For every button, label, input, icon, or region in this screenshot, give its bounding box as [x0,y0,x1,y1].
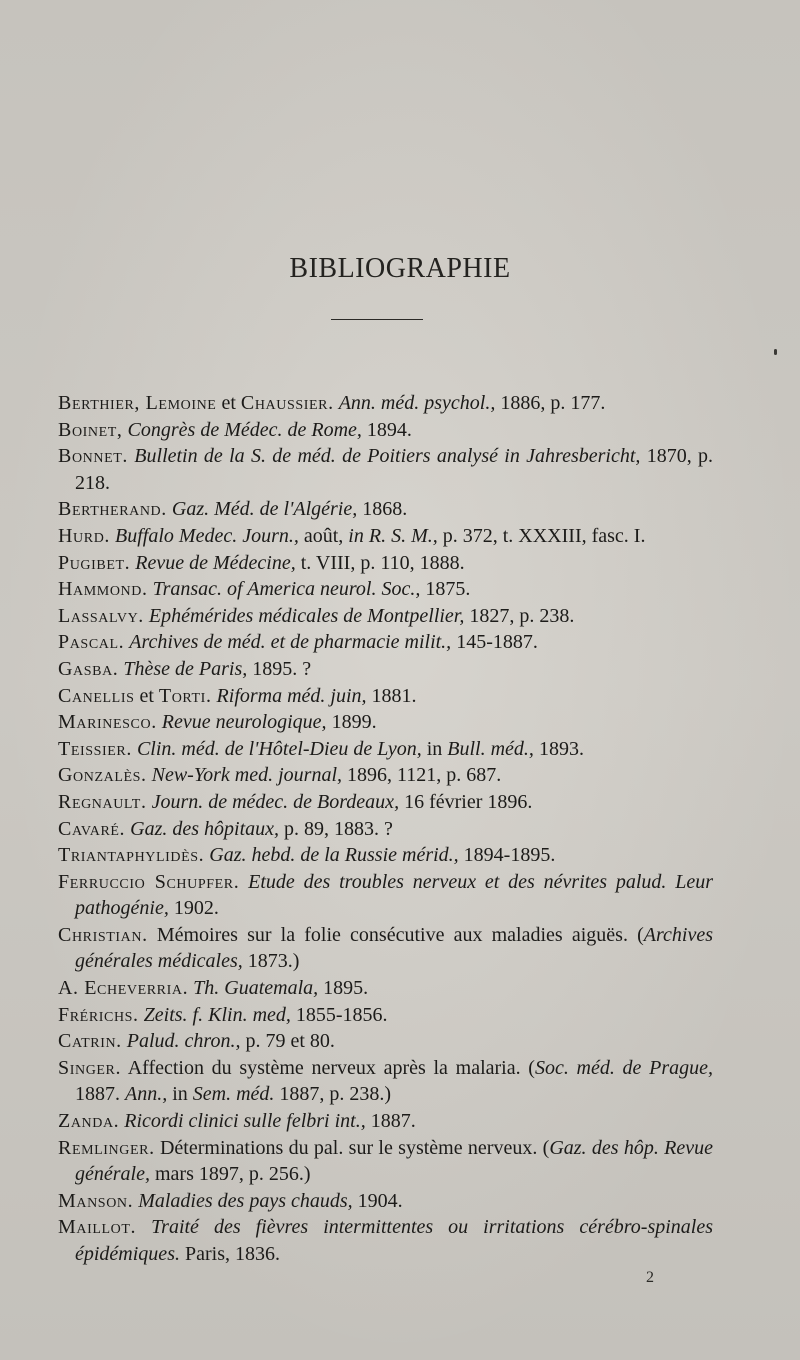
entry-source: Ann. méd. psychol., [338,392,496,414]
entry-source: New-York med. journal, [151,764,343,787]
entry-author: Hurd. [58,524,111,547]
entry-text: et [134,684,159,707]
entry-text: août, [298,524,349,547]
entry-text: 1887. [365,1110,416,1133]
bibliography-entry [58,789,713,816]
entry-source: Gaz. des hôpitaux, [130,817,280,840]
entry-author: Manson. [58,1189,134,1212]
entry-text: 145-1887. [451,631,538,654]
entry-source: Riforma méd. juin, [216,684,367,707]
entry-author: A. Echeverria. [58,977,189,1000]
bibliography-entry [58,496,713,523]
entry-source: Bull. méd., [447,737,534,760]
bibliography-entry [58,1028,713,1055]
entry-author: Remlinger. [58,1136,155,1159]
entry-author: Teissier. [58,737,132,760]
entry-text: 1894. [361,418,412,441]
entry-text: 1895. ? [247,657,312,680]
entry-source: Transac. of America neurol. Soc., [152,578,421,601]
bibliography-entry [58,1002,713,1029]
entry-author: Singer. [58,1056,122,1079]
bibliography-entry [58,1188,713,1215]
entry-text: Mémoires sur la folie consécutive aux maladies aiguës. ( [147,923,644,946]
entry-text: 1827, p. 238. [464,604,575,627]
entry-source: Journ. de médec. de Bordeaux, [151,790,400,813]
bibliography-entry [58,683,713,710]
page-title: BIBLIOGRAPHIE [289,253,511,284]
bibliography-entry [58,736,713,763]
entry-text: 1875. [420,578,471,601]
bibliography-entry [58,576,713,603]
entry-text [239,871,248,893]
entry-author: Hammond. [58,578,148,601]
entry-source: Gaz. hebd. de la Russie mérid., [209,844,459,867]
entry-text: Paris, 1836. [179,1243,280,1265]
entry-text: 1893. [533,737,584,760]
entry-text: p. 79 et 80. [240,1030,335,1053]
bibliography-entry [58,603,713,630]
bibliography-entry [58,709,713,736]
entry-text: 1887. [75,1083,125,1106]
entry-author: Marinesco. [58,711,157,734]
entry-text: in [421,737,448,760]
entry-text: 1870, p. 218. [75,445,714,494]
entry-coauthor: Torti. [158,684,212,707]
page-number: 2 [646,1269,654,1286]
entry-text: 1902. [168,897,219,920]
bibliography-entry [58,1108,713,1135]
bibliography-entry [58,523,713,550]
entry-source: Sem. méd. [192,1083,275,1106]
bibliography-entry [58,443,713,496]
bibliography-entry [58,842,713,869]
entry-source: Buffalo Medec. Journ., [115,524,299,547]
entry-source: Ephémérides médicales de Montpellier, [148,604,465,627]
entry-text: Affection du système nerveux après la malaria. ( [121,1056,535,1079]
entry-source: in R. S. M., [348,524,438,547]
bibliography-entry [58,390,713,417]
title-divider [331,319,423,320]
entry-author: Bertherand. [58,498,167,521]
entry-coauthor: Chaussier. [240,392,334,414]
entry-author: Pugibet. [58,551,131,574]
entry-source: Th. Guatemala, [193,977,319,1000]
entry-source: Gaz. des hôp. Revue générale, [75,1136,714,1186]
entry-text: Déterminations du pal. sur le système nerveux. ( [154,1136,550,1159]
bibliography-entry [58,816,713,843]
entry-text: p. 89, 1883. ? [279,817,393,840]
entry-author: Frérichs. [58,1003,139,1026]
entry-source: Congrès de Médec. de Rome, [127,418,362,441]
bibliography-entry [58,656,713,683]
entry-source: Gaz. Méd. de l'Algérie, [171,498,358,521]
entry-text: 1895. [318,977,369,1000]
entry-text: 1887, p. 238.) [274,1083,392,1106]
entry-author: Gasba. [58,657,119,680]
entry-author: Triantaphylidès. [58,844,205,867]
entry-text: 1894-1895. [458,844,556,867]
entry-text: 1868. [357,498,408,521]
entry-text: mars 1897, p. 256.) [149,1163,311,1186]
entry-text: t. VIII, p. 110, 1888. [295,551,465,574]
entry-text: 1886, p. 177. [495,392,606,414]
entry-source: Traité des fièvres intermittentes ou irritations cérébro-spinales épidémiques. [75,1216,714,1265]
bibliography-entry [58,869,713,922]
entry-text: 1904. [352,1189,403,1212]
entry-author: Lassalvy. [58,604,144,627]
entry-text: 1896, 1121, p. 687. [342,764,502,787]
entry-text: 1899. [326,711,377,734]
bibliography-entry [58,975,713,1002]
bibliography-entry [58,550,713,577]
bibliography-entry [58,762,713,789]
entry-source: Ricordi clinici sulle felbri int., [124,1110,366,1133]
entry-source: Revue neurologique, [161,711,327,734]
entry-source: Thèse de Paris, [123,657,248,680]
entry-text: 16 février 1896. [399,790,533,813]
entry-source: Palud. chron., [126,1030,241,1053]
paper-speck [774,349,777,355]
entry-text [136,1216,151,1238]
entry-text: 1873.) [242,950,300,973]
entry-author: Zanda. [58,1110,120,1133]
bibliography-entry [58,417,713,444]
entry-source: Zeits. f. Klin. med, [143,1003,291,1026]
entry-source: Ann., [125,1083,168,1106]
entry-author: Ferruccio Schupfer. [58,870,240,893]
entry-author: Catrin. [58,1030,122,1053]
entry-author: Maillot. [58,1216,137,1239]
bibliography-entry [58,629,713,656]
entry-author: Pascal. [58,631,125,654]
entry-author: Christian. [58,923,148,946]
entry-source: Bulletin de la S. de méd. de Poitiers analysé in Jahresbericht, [134,445,641,468]
entry-author: Boinet, [58,418,123,441]
entry-text: in [167,1083,193,1106]
entry-source: Clin. méd. de l'Hôtel-Dieu de Lyon, [136,737,422,760]
entry-author: Regnault. [58,790,147,813]
entry-author: Bonnet. [58,445,128,468]
bibliography-entry [58,1055,713,1108]
entry-author: Berthier, Lemoine [58,392,217,414]
bibliography-entry [58,1135,713,1188]
bibliography-entry [58,1214,713,1267]
entry-text: p. 372, t. XXXIII, fasc. I. [437,524,646,547]
entry-text: 1855-1856. [290,1003,388,1026]
entry-source: Etude des troubles nerveux et des névrites palud. Leur pathogénie, [75,870,714,920]
entry-source: Archives de méd. et de pharmacie milit., [129,631,452,654]
entry-source: Soc. méd. de Prague, [534,1056,714,1079]
entry-author: Canellis [58,684,135,707]
bibliography-entry [58,922,713,975]
bibliography-list [58,390,713,1268]
entry-author: Gonzalès. [58,764,147,787]
entry-source: Revue de Médecine, [135,551,296,574]
entry-text: et [216,392,241,414]
entry-source: Maladies des pays chauds, [138,1189,353,1212]
entry-text: 1881. [366,684,417,707]
entry-author: Cavaré. [58,817,126,840]
entry-source: Archives générales médicales, [75,923,713,973]
